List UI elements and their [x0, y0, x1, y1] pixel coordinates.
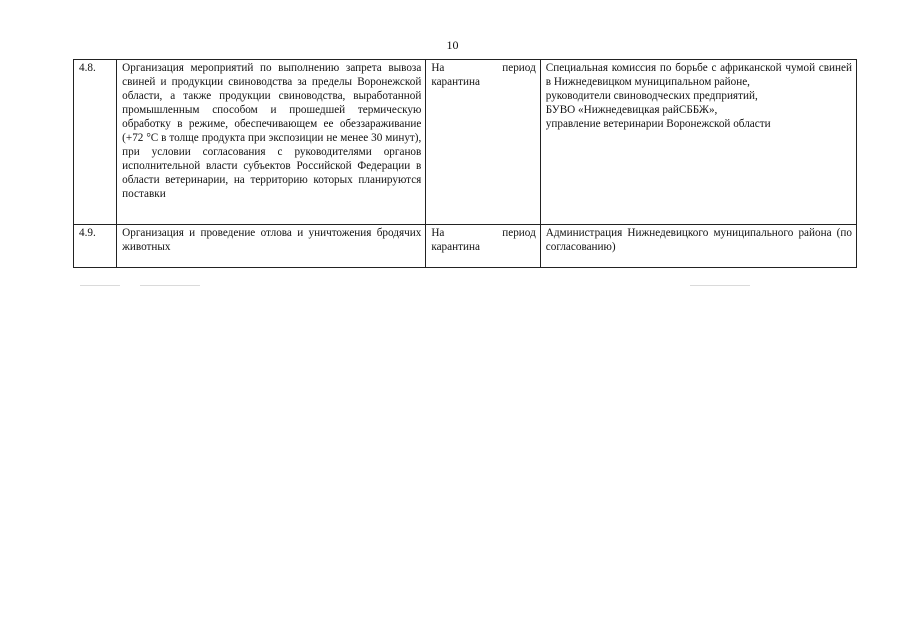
responsible-line: управление ветеринарии Воронежской области	[545, 118, 771, 130]
period-word-quarantine: карантина	[431, 76, 480, 88]
period-word-period: период	[502, 62, 536, 74]
scan-artifact-line	[80, 285, 120, 286]
row-number: 4.9.	[74, 225, 117, 268]
page-number: 10	[446, 38, 459, 52]
responsible-cell	[540, 60, 856, 225]
scan-artifact-line	[140, 285, 200, 286]
scan-artifact-line	[690, 285, 750, 286]
responsible-line: БУВО «Нижнедевицкая райСББЖ»,	[545, 104, 718, 116]
responsible-line: руководители свиноводческих предприятий,	[545, 90, 758, 102]
period-cell	[426, 225, 540, 268]
period-word-na: На	[431, 62, 445, 74]
period-word-period: период	[502, 227, 536, 239]
responsible-line: Администрация Нижнедевицкого муниципального района (по согласованию)	[545, 227, 852, 253]
action-cell: Организация мероприятий по выполнению запрета вывоза свиней и продукции свиноводства за пределы Воронежской области, а также продукции свиноводства, выработанной промышленным способом и прошедшей термическую обработку в режиме, обеспечивающем ее обеззараживание (+72 °С в толще продукта при экспозиции не менее 30 минут), при условии согласования с руководителями органов исполнительной власти субъектов Российской Федерации в области ветеринарии, на территорию которых планируются поставки	[117, 60, 426, 225]
action-cell: Организация и проведение отлова и уничтожения бродячих животных	[117, 225, 426, 268]
period-cell	[426, 60, 540, 225]
row-number: 4.8.	[74, 60, 117, 225]
measures-table	[73, 59, 857, 268]
table-row	[74, 60, 857, 225]
period-word-na: На	[431, 227, 445, 239]
period-word-quarantine: карантина	[431, 241, 480, 253]
table-row	[74, 225, 857, 268]
responsible-cell	[540, 225, 856, 268]
responsible-line: Специальная комиссия по борьбе с африканской чумой свиней в Нижнедевицком муниципальном районе,	[545, 62, 852, 88]
